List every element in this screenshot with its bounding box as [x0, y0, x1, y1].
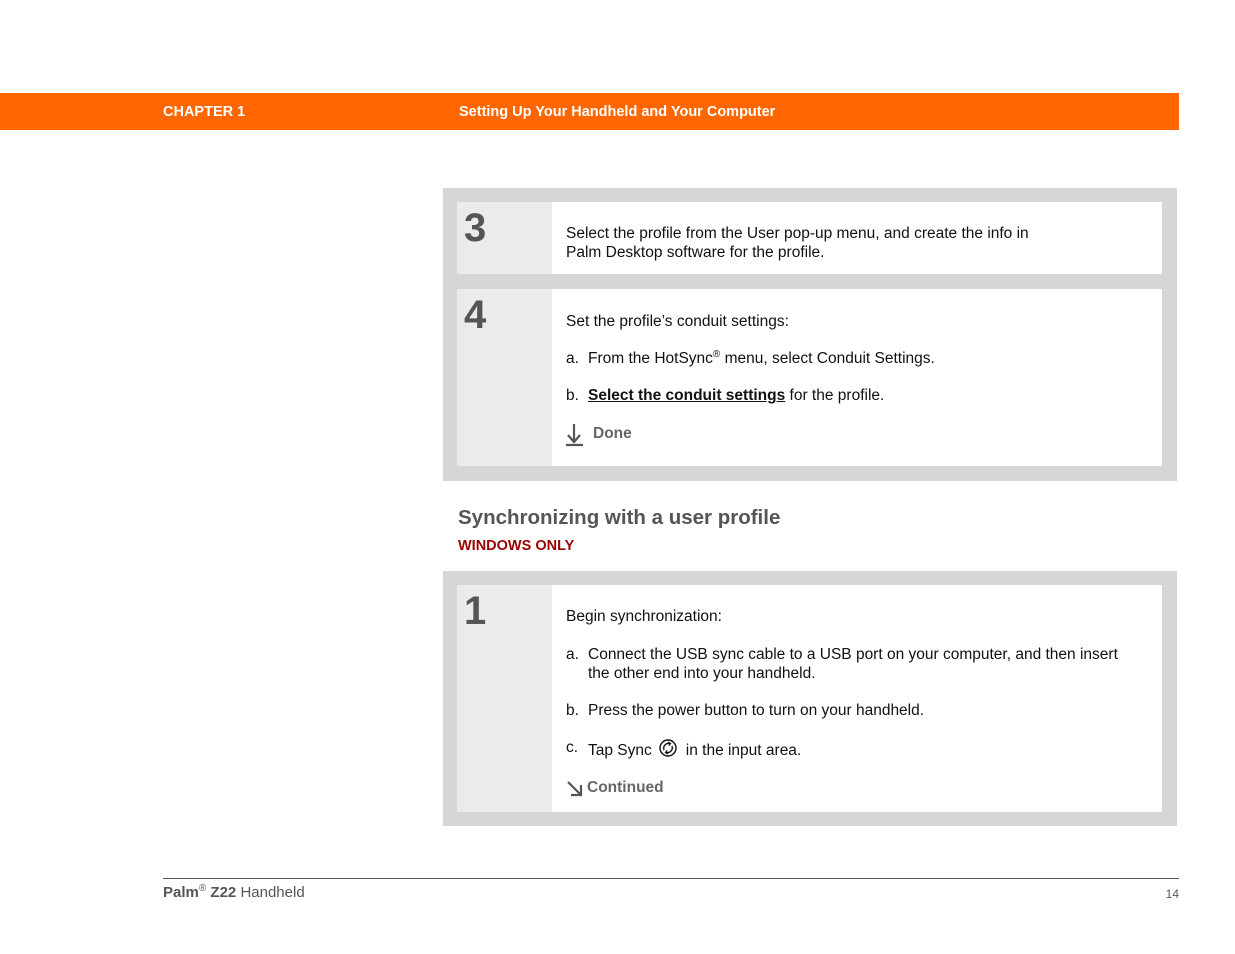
step-number-cell — [457, 202, 552, 274]
substep-a-line-2: the other end into your handheld. — [588, 665, 816, 682]
substep-b-text — [588, 386, 884, 405]
step-3-line-1: Select the profile from the User pop-up menu, and create the info in — [566, 225, 1029, 242]
step-number: 1 — [464, 589, 487, 633]
substep-c-text — [588, 738, 801, 760]
step-number-cell — [457, 585, 552, 812]
chapter-title: Setting Up Your Handheld and Your Computer — [459, 104, 776, 120]
footer-product-name — [163, 884, 305, 901]
steps-box-bottom — [443, 571, 1177, 826]
chapter-label: CHAPTER 1 — [163, 104, 246, 120]
substep-letter: b. — [566, 702, 579, 719]
step-number: 3 — [464, 206, 487, 250]
step-3-line-2: Palm Desktop software for the profile. — [566, 244, 825, 261]
section-title: Synchronizing with a user profile — [458, 506, 781, 529]
step-4 — [457, 289, 1162, 466]
substep-letter: c. — [566, 739, 579, 756]
step-4-intro: Set the profile’s conduit settings: — [566, 313, 789, 330]
substep-c-text-pre: Tap Sync — [588, 742, 652, 759]
continued-label: Continued — [587, 779, 664, 796]
substep-a-text-pre: From the HotSync — [588, 350, 713, 367]
done-label: Done — [593, 425, 632, 442]
substep-c-text-post: in the input area. — [685, 742, 802, 759]
conduit-settings-link[interactable]: Select the conduit settings — [588, 387, 786, 404]
step-number-cell — [457, 289, 552, 466]
footer-rule — [163, 878, 1179, 879]
substep-b-text-post: for the profile. — [785, 387, 885, 404]
step-1-intro: Begin synchronization: — [566, 608, 722, 625]
footer-brand: Palm — [163, 884, 199, 901]
step-body — [552, 289, 1162, 466]
substep-a-text — [588, 349, 935, 368]
substep-letter: a. — [566, 350, 579, 367]
footer-registered-mark: ® — [198, 883, 207, 894]
substep-a-text-post: menu, select Conduit Settings. — [720, 350, 935, 367]
section-subtitle: WINDOWS ONLY — [458, 538, 575, 554]
substep-b-text: Press the power button to turn on your handheld. — [588, 702, 925, 719]
step-3 — [457, 202, 1162, 274]
step-body — [552, 202, 1162, 274]
substep-letter: b. — [566, 387, 579, 404]
footer-model: Z22 — [210, 884, 237, 901]
step-body — [552, 585, 1162, 812]
registered-mark: ® — [712, 348, 721, 360]
steps-box-top — [443, 188, 1177, 481]
step-1 — [457, 585, 1162, 812]
substep-a-line-1: Connect the USB sync cable to a USB port on your computer, and then insert — [588, 646, 1118, 663]
page-number: 14 — [1165, 887, 1179, 901]
continued-arrow-icon — [566, 780, 584, 798]
hotsync-icon — [658, 738, 678, 758]
substep-letter: a. — [566, 646, 579, 663]
step-number: 4 — [464, 293, 487, 337]
down-arrow-done-icon — [566, 423, 584, 447]
footer-product: Handheld — [240, 884, 305, 901]
